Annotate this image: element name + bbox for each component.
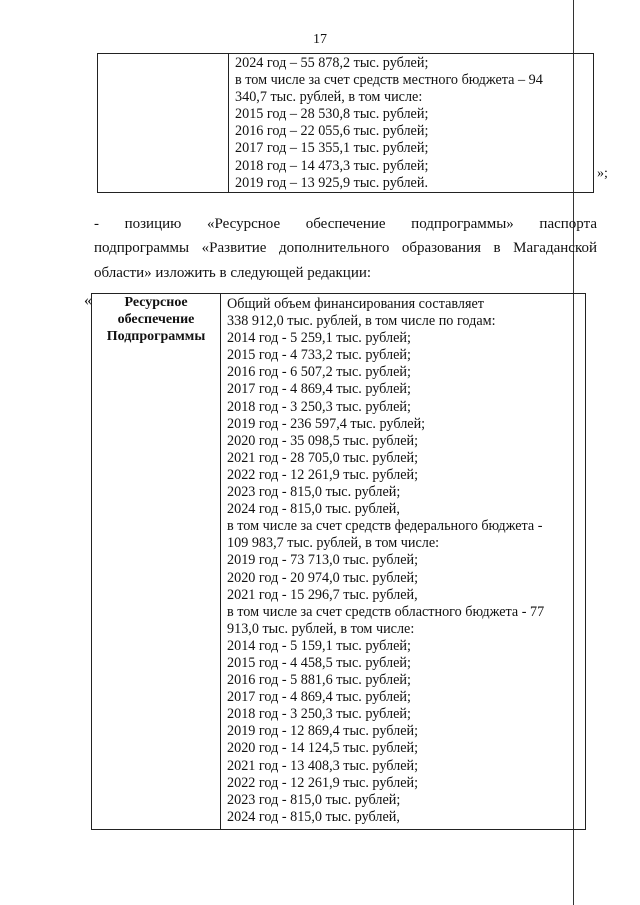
text-line: 2016 год - 5 881,6 тыс. рублей;: [227, 672, 411, 689]
text-line: 2020 год - 14 124,5 тыс. рублей;: [227, 740, 419, 757]
text-line: 2022 год - 12 261,9 тыс. рублей;: [227, 466, 419, 483]
page-number: 17: [313, 32, 327, 47]
table-bottom-header-cell: [92, 294, 221, 830]
text-line: 340,7 тыс. рублей, в том числе:: [235, 89, 423, 106]
text-line: 2019 год - 12 869,4 тыс. рублей;: [227, 723, 419, 740]
text-line: 109 983,7 тыс. рублей, в том числе:: [227, 535, 440, 552]
text-line: в том числе за счет средств областного бюджета - 77: [227, 603, 545, 620]
resource-header: Ресурсное обеспечение Подпрограммы: [106, 295, 206, 344]
table-bottom-content-cell: [221, 294, 586, 830]
text-line: 2024 год – 55 878,2 тыс. рублей;: [235, 55, 429, 71]
text-line: 2019 год - 73 713,0 тыс. рублей;: [227, 552, 419, 569]
text-line: 338 912,0 тыс. рублей, в том числе по годам:: [227, 313, 496, 330]
table-top: [97, 53, 594, 193]
text-line: 2020 год - 20 974,0 тыс. рублей;: [227, 569, 419, 586]
text-line: 2019 год - 236 597,4 тыс. рублей;: [227, 415, 426, 432]
text-line: 2017 год - 4 869,4 тыс. рублей;: [227, 381, 411, 398]
text-line: 2023 год - 815,0 тыс. рублей;: [227, 484, 401, 501]
text-line: 2023 год - 815,0 тыс. рублей;: [227, 791, 401, 808]
text-line: 2015 год - 4 458,5 тыс. рублей;: [227, 654, 411, 671]
table-bottom: [91, 293, 586, 830]
paragraph-line-3: области» изложить в следующей редакции:: [94, 265, 372, 281]
table-top-content-cell: [229, 54, 594, 193]
text-line: Общий объем финансирования составляет: [227, 296, 484, 312]
text-line: 913,0 тыс. рублей, в том числе:: [227, 620, 415, 637]
text-line: 2015 год – 28 530,8 тыс. рублей;: [235, 106, 429, 123]
text-line: 2020 год - 35 098,5 тыс. рублей;: [227, 432, 419, 449]
text-line: 2021 год - 28 705,0 тыс. рублей;: [227, 449, 419, 466]
table-bottom-lines: [227, 296, 581, 826]
text-line: 2024 год - 815,0 тыс. рублей,: [227, 808, 400, 825]
text-line: 2018 год - 3 250,3 тыс. рублей;: [227, 706, 411, 723]
opening-quote: «: [84, 292, 92, 309]
text-line: 2016 год – 22 055,6 тыс. рублей;: [235, 123, 429, 140]
text-line: в том числе за счет средств местного бюджета – 94: [235, 72, 543, 89]
table-top-empty-cell: [98, 54, 229, 193]
text-line: в том числе за счет средств федерального бюджета -: [227, 518, 543, 535]
text-line: 2014 год - 5 259,1 тыс. рублей;: [227, 330, 411, 347]
paragraph-line-2: подпрограммы «Развитие дополнительного образования в Магаданской: [94, 240, 597, 256]
text-line: 2021 год - 15 296,7 тыс. рублей,: [227, 586, 418, 603]
text-line: 2022 год - 12 261,9 тыс. рублей;: [227, 774, 419, 791]
closing-quote: »;: [597, 166, 608, 181]
text-line: 2018 год – 14 473,3 тыс. рублей;: [235, 157, 429, 174]
text-line: 2021 год - 13 408,3 тыс. рублей;: [227, 757, 419, 774]
text-line: 2015 год - 4 733,2 тыс. рублей;: [227, 347, 411, 364]
text-line: 2018 год - 3 250,3 тыс. рублей;: [227, 398, 411, 415]
table-top-lines: [235, 55, 589, 192]
text-line: 2016 год - 6 507,2 тыс. рублей;: [227, 364, 411, 381]
text-line: 2014 год - 5 159,1 тыс. рублей;: [227, 637, 411, 654]
text-line: 2017 год – 15 355,1 тыс. рублей;: [235, 140, 429, 157]
text-line: 2019 год – 13 925,9 тыс. рублей.: [235, 174, 428, 191]
paragraph-line-1: - позицию «Ресурсное обеспечение подпрограммы» паспорта: [94, 216, 597, 232]
text-line: 2024 год - 815,0 тыс. рублей,: [227, 501, 400, 518]
text-line: 2017 год - 4 869,4 тыс. рублей;: [227, 689, 411, 706]
